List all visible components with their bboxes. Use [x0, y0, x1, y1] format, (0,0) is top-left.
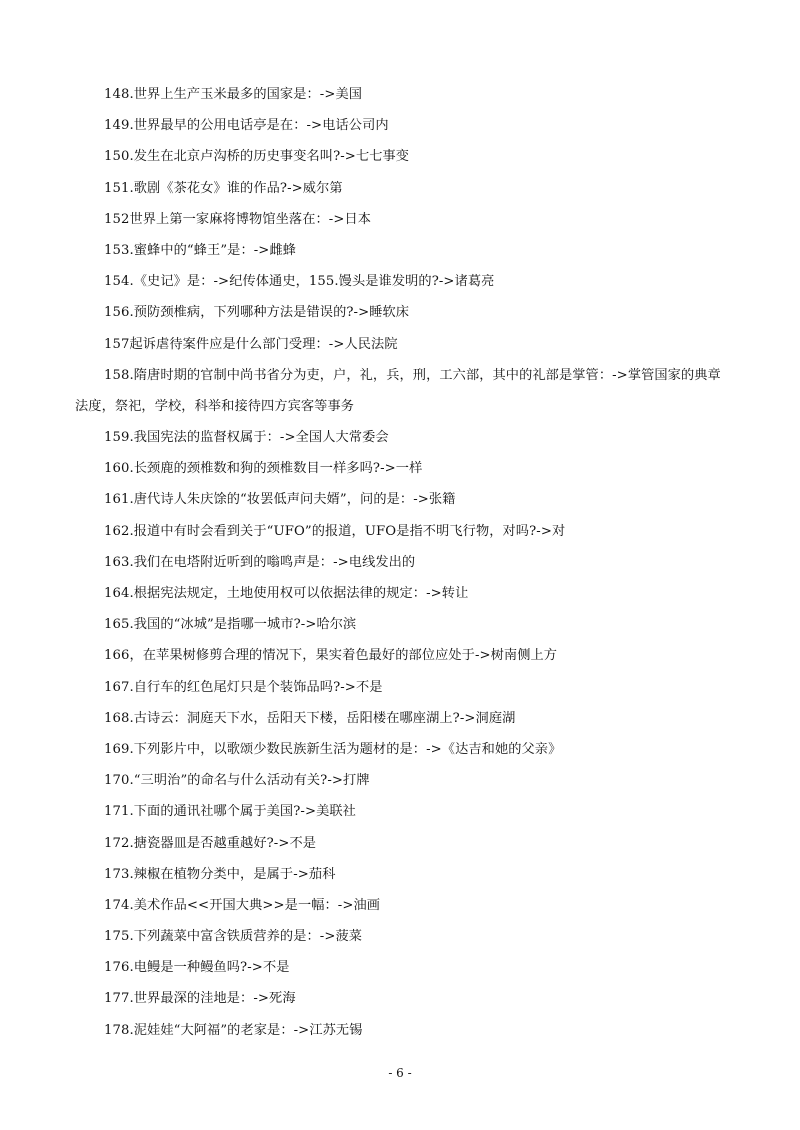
- qa-line-153: 153.蜜蜂中的“蜂王”是：->雌蜂: [104, 242, 297, 258]
- qa-line-152: 152世界上第一家麻将博物馆坐落在：->日本: [104, 211, 372, 227]
- qa-line-166: 166，在苹果树修剪合理的情况下，果实着色最好的部位应处于->树南侧上方: [104, 648, 558, 664]
- qa-line-158-first: 158.隋唐时期的官制中尚书省分为吏，户，礼，兵，刑，工六部，其中的礼部是掌管：->掌管国家的典章: [104, 367, 721, 383]
- qa-line-164: 164.根据宪法规定，土地使用权可以依据法律的规定：->转让: [104, 586, 469, 601]
- qa-line-177: 177.世界最深的洼地是：->死海: [104, 991, 296, 1007]
- qa-line-160: 160.长颈鹿的颈椎数和狗的颈椎数目一样多吗?->一样: [104, 461, 423, 477]
- qa-line-149: 149.世界最早的公用电话亭是在：->电话公司内: [104, 118, 389, 134]
- qa-line-173: 173.辣椒在植物分类中，是属于->茄科: [104, 866, 336, 882]
- qa-line-167: 167.自行车的红色尾灯只是个装饰品吗?->不是: [104, 679, 383, 695]
- qa-line-162: 162.报道中有时会看到关于“UFO”的报道，UFO是指不明飞行物，对吗?->对: [104, 523, 566, 539]
- qa-line-165: 165.我国的“冰城”是指哪一城市?->哈尔滨: [104, 617, 357, 633]
- qa-line-169: 169.下列影片中，以歌颂少数民族新生活为题材的是：->《达吉和她的父亲》: [104, 741, 562, 757]
- qa-line-148: 148.世界上生产玉米最多的国家是：->美国: [104, 87, 363, 102]
- qa-line-154-155: 154.《史记》是：->纪传体通史，155.馒头是谁发明的?->诸葛亮: [104, 274, 495, 290]
- qa-line-168: 168.古诗云：洞庭天下水，岳阳天下楼，岳阳楼在哪座湖上?->洞庭湖: [104, 710, 516, 726]
- qa-line-156: 156.预防颈椎病，下列哪种方法是错误的?->睡软床: [104, 305, 410, 321]
- qa-line-170: 170.“三明治”的命名与什么活动有关?->打牌: [104, 773, 370, 789]
- qa-line-174: 174.美术作品<<开国大典>>是一幅：->油画: [104, 897, 381, 913]
- qa-line-175: 175.下列蔬菜中富含铁质营养的是：->菠菜: [104, 929, 363, 945]
- qa-line-161: 161.唐代诗人朱庆馀的“妆罢低声问夫婿”，问的是：->张籍: [104, 492, 456, 508]
- qa-line-163: 163.我们在电塔附近听到的嗡鸣声是：->电线发出的: [104, 554, 416, 570]
- qa-line-172: 172.搪瓷器皿是否越重越好?->不是: [104, 835, 317, 851]
- qa-line-158-continued: 法度，祭祀，学校，科举和接待四方宾客等事务: [75, 398, 355, 414]
- qa-line-176: 176.电鳗是一种鳗鱼吗?->不是: [104, 960, 290, 976]
- qa-list: [0, 79, 800, 1046]
- qa-line-178: 178.泥娃娃“大阿福”的老家是：->江苏无锡: [104, 1022, 363, 1038]
- page-number: - 6 -: [388, 1066, 412, 1080]
- qa-line-151: 151.歌剧《茶花女》谁的作品?->威尔第: [104, 180, 343, 196]
- qa-line-159: 159.我国宪法的监督权属于：->全国人大常委会: [104, 430, 389, 446]
- qa-line-150: 150.发生在北京卢沟桥的历史事变名叫?->七七事变: [104, 149, 410, 165]
- qa-line-171: 171.下面的通讯社哪个属于美国?->美联社: [104, 804, 356, 820]
- qa-line-157: 157起诉虐待案件应是什么部门受理：->人民法院: [104, 336, 398, 352]
